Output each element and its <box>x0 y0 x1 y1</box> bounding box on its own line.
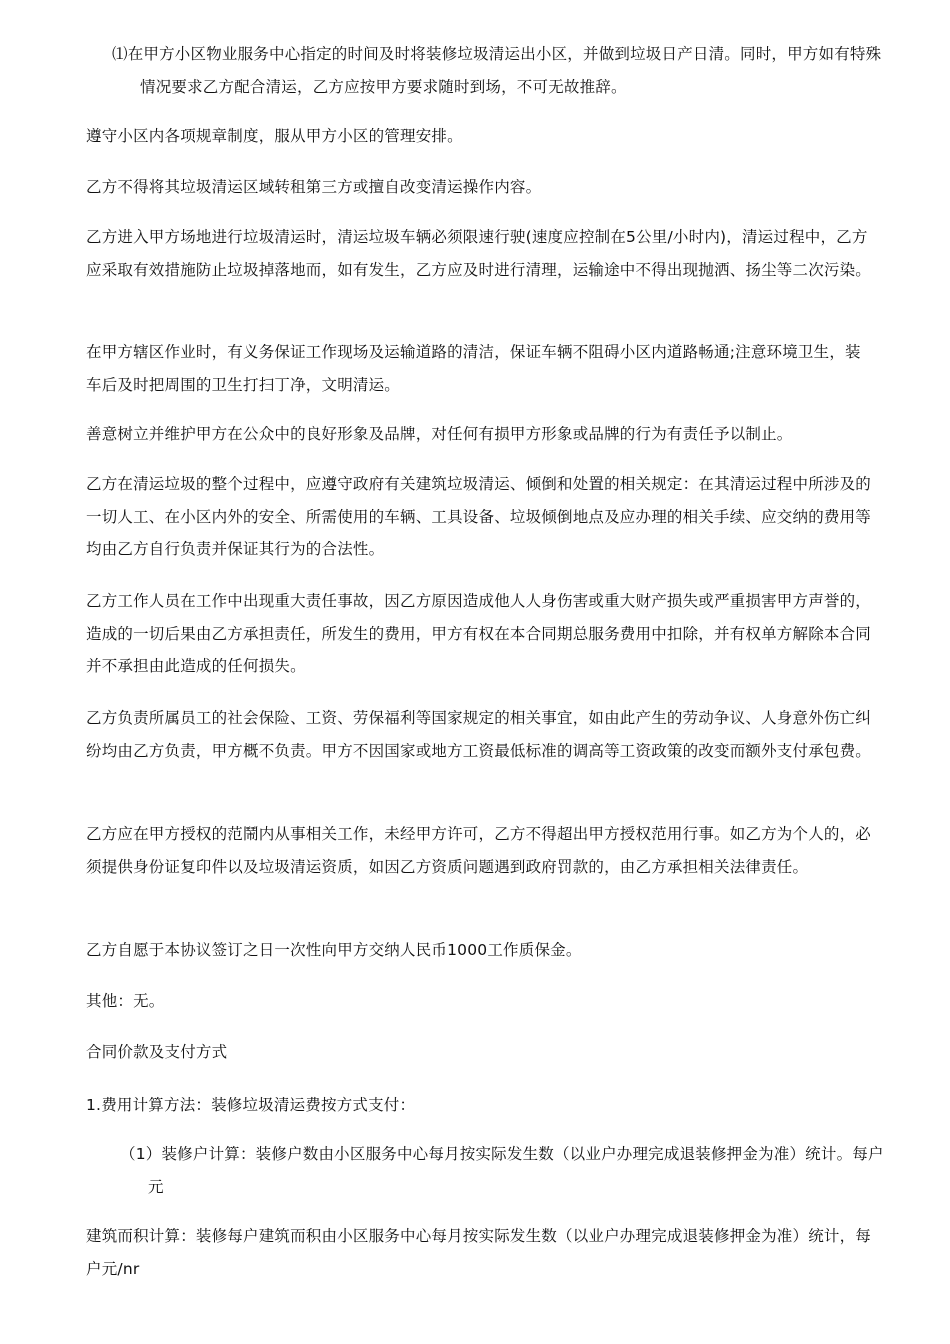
clause-marker: ⑴ <box>112 45 128 63</box>
clause-paragraph: 善意树立并维护甲方在公众中的良好形象及品牌，对任何有损甲方形象或品牌的行为有责任予以制止。 <box>86 425 793 443</box>
clause-paragraph: 乙方进入甲方场地进行垃圾清运时，清运垃圾车辆必须限速行驶(速度应控制在5公里/小时内)，清运过程中，乙方应采取有效措施防止垃圾掉落地而，如有发生，乙方应及时进行清理，运输途中不得出现抛洒、扬尘等二次污染。 <box>86 228 872 279</box>
clause-marker: （1） <box>120 1145 162 1163</box>
clause-paragraph: 其他：无。 <box>86 992 165 1010</box>
clause-item-2 <box>120 1138 893 1203</box>
clause-paragraph: 乙方自愿于本协议签订之日一次性向甲方交纳人民币1000工作质保金。 <box>86 941 582 959</box>
clause-paragraph: 1.费用计算方法：装修垃圾清运费按方式支付： <box>86 1096 416 1114</box>
clause-item-1 <box>112 38 888 103</box>
clause-text: 装修户计算：装修户数由小区服务中心每月按实际发生数（以业户办理完成退装修押金为准）统计。每户元 <box>148 1145 884 1196</box>
clause-paragraph: 建筑而积计算：装修每户建筑而积由小区服务中心每月按实际发生数（以业户办理完成退装修押金为准）统计，每户元/nr <box>86 1227 872 1278</box>
clause-paragraph: 乙方应在甲方授权的范鬧内从事相关工作，未经甲方许可，乙方不得超出甲方授权范用行事。如乙方为个人的，必须提供身份证复印件以及垃圾清运资质，如因乙方资质问题遇到政府罚款的，由乙方承担相关法律责任。 <box>86 825 872 876</box>
clause-text: 在甲方小区物业服务中心指定的时间及时将装修垃圾清运出小区，并做到垃圾日产日清。同时，甲方如有特殊情况要求乙方配合清运，乙方应按甲方要求随时到场，不可无故推辞。 <box>127 45 882 96</box>
clause-paragraph: 在甲方辖区作业时，有义务保证工作现场及运输道路的清洁，保证车辆不阻碍小区内道路畅通;注意环境卫生，装车后及时把周围的卫生打扫丁净，文明清运。 <box>86 343 861 394</box>
section-heading: 合同价款及支付方式 <box>86 1043 228 1061</box>
clause-paragraph: 遵守小区内各项规章制度，服从甲方小区的管理安排。 <box>86 127 463 145</box>
clause-paragraph: 乙方不得将其垃圾清运区域转租第三方或擅自改变清运操作内容。 <box>86 178 542 196</box>
clause-paragraph: 乙方工作人员在工作中出现重大责任事故，因乙方原因造成他人人身伤害或重大财产损失或严重损害甲方声誉的，造成的一切后果由乙方承担责任，所发生的费用，甲方有权在本合同期总服务费用中扣除，并有权单方解除本合同并不承担由此造成的任何损失。 <box>86 592 872 675</box>
clause-paragraph: 乙方在清运垃圾的整个过程中，应遵守政府有关建筑垃圾清运、倾倒和处置的相关规定：在其清运过程中所涉及的一切人工、在小区内外的安全、所需使用的车辆、工具设备、垃圾倾倒地点及应办理的相关手续、应交纳的费用等均由乙方自行负责并保证其行为的合法性。 <box>86 475 872 558</box>
clause-paragraph: 乙方负责所属员工的社会保险、工资、劳保福利等国家规定的相关事宜，如由此产生的劳动争议、人身意外伤亡纠纷均由乙方负责，甲方概不负责。甲方不因国家或地方工资最低标准的调高等工资政策的改变而额外支付承包费。 <box>86 709 872 760</box>
